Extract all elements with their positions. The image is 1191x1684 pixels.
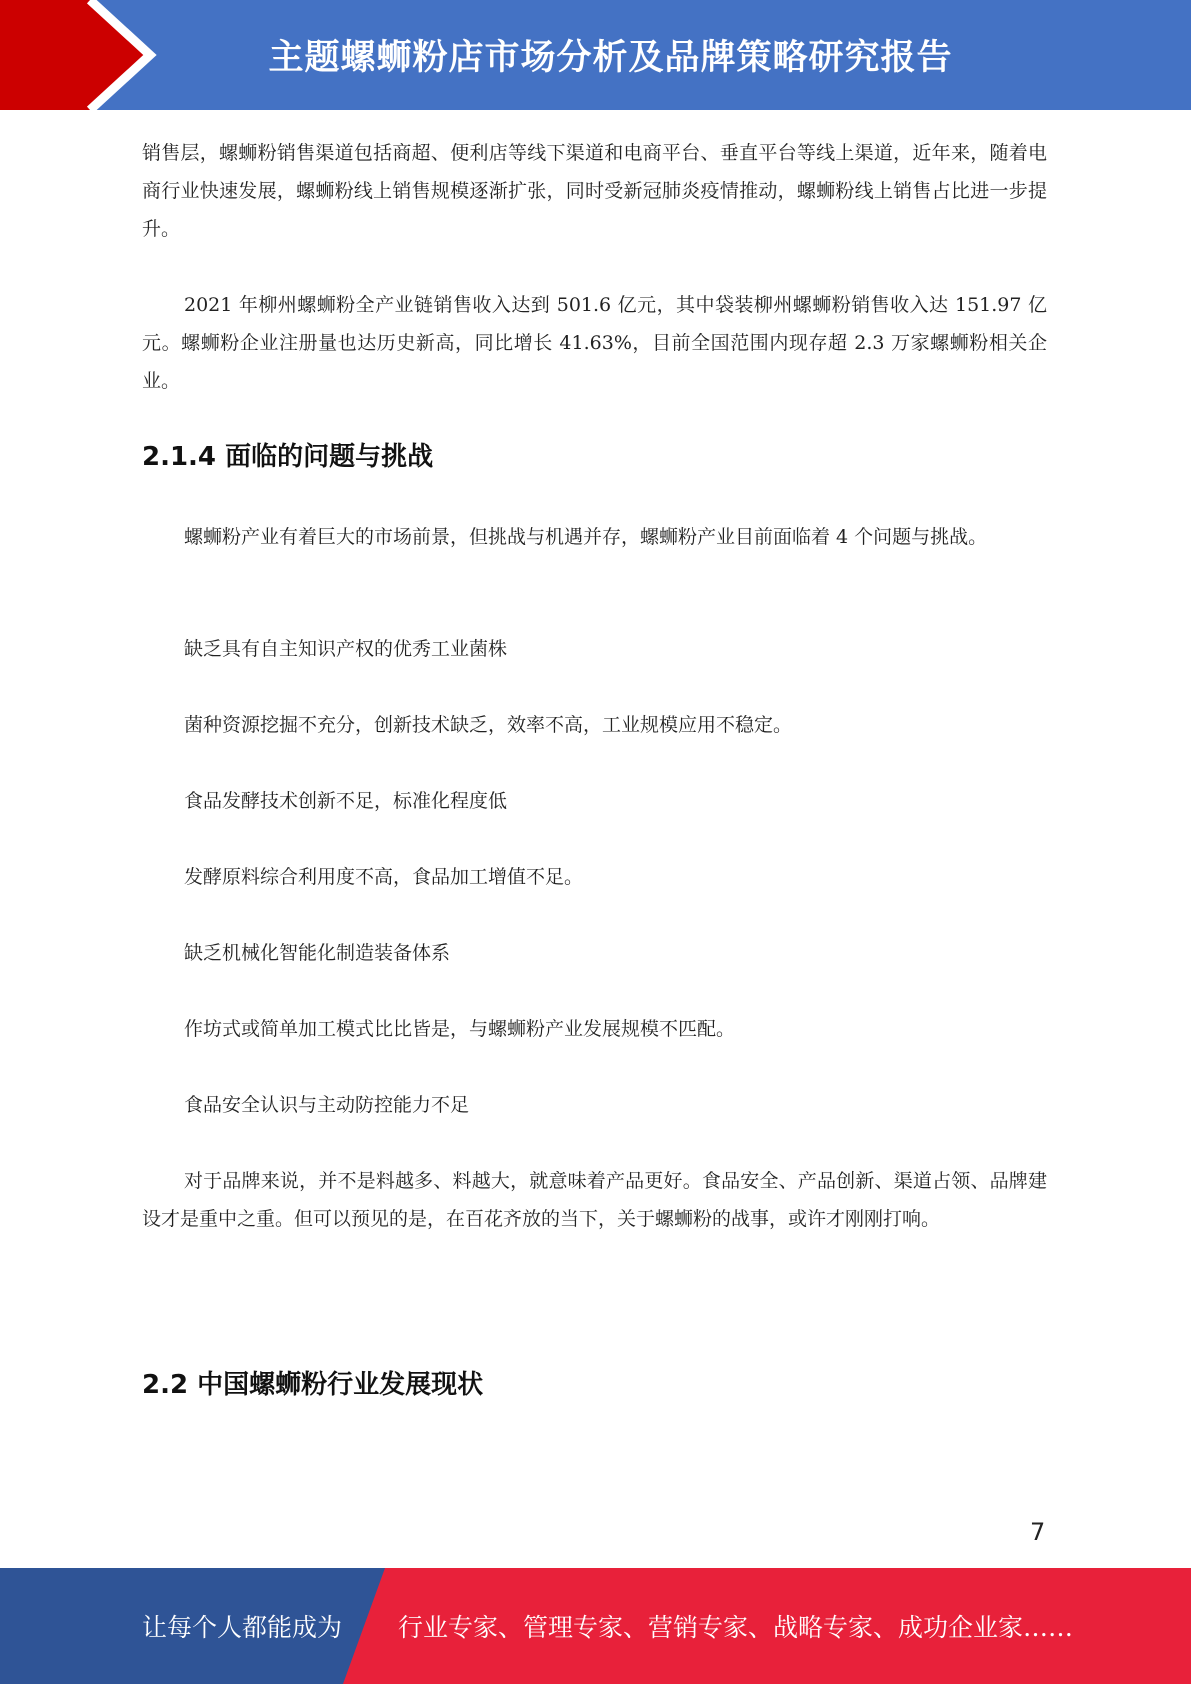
section-heading-2-2: 2.2 中国螺蛳粉行业发展现状 bbox=[142, 1370, 484, 1400]
section-heading-2-1-4: 2.1.4 面临的问题与挑战 bbox=[142, 442, 434, 472]
body-paragraph-revenue: 2021 年柳州螺蛳粉全产业链销售收入达到 501.6 亿元，其中袋装柳州螺蛳粉销售收入达 151.97 亿元。螺蛳粉企业注册量也达历史新高，同比增长 41.63%，目前全国范围内现存超 2.3 万家螺蛳粉相关企业。 bbox=[142, 294, 1047, 392]
challenge-item-4-title: 食品安全认识与主动防控能力不足 bbox=[184, 1094, 470, 1116]
footer-slogan-left: 让每个人都能成为 bbox=[142, 1613, 343, 1642]
body-paragraph-sales-channels: 销售层，螺蛳粉销售渠道包括商超、便利店等线下渠道和电商平台、垂直平台等线上渠道，近年来，随着电商行业快速发展，螺蛳粉线上销售规模逐渐扩张，同时受新冠肺炎疫情推动，螺蛳粉线上销售占比进一步提升。 bbox=[142, 142, 1047, 240]
footer-slogan-right: 行业专家、管理专家、营销专家、战略专家、成功企业家…… bbox=[398, 1613, 1074, 1642]
challenge-item-3-title: 缺乏机械化智能化制造装备体系 bbox=[184, 942, 451, 964]
page-footer bbox=[0, 1568, 1191, 1684]
page-number: 7 bbox=[1030, 1518, 1046, 1546]
header-title: 主题螺蛳粉店市场分析及品牌策略研究报告 bbox=[268, 38, 953, 78]
challenge-item-1-text: 菌种资源挖掘不充分，创新技术缺乏，效率不高，工业规模应用不稳定。 bbox=[184, 714, 793, 736]
challenge-item-1-title: 缺乏具有自主知识产权的优秀工业菌株 bbox=[184, 638, 508, 660]
challenge-item-2-title: 食品发酵技术创新不足，标准化程度低 bbox=[184, 790, 508, 812]
body-paragraph-brand-conclusion: 对于品牌来说，并不是料越多、料越大，就意味着产品更好。食品安全、产品创新、渠道占领、品牌建设才是重中之重。但可以预见的是，在百花齐放的当下，关于螺蛳粉的战事，或许才刚刚打响。 bbox=[142, 1170, 1047, 1230]
challenge-item-2-text: 发酵原料综合利用度不高，食品加工增值不足。 bbox=[184, 866, 584, 888]
body-paragraph-challenges-intro: 螺蛳粉产业有着巨大的市场前景，但挑战与机遇并存，螺蛳粉产业目前面临着 4 个问题与挑战。 bbox=[184, 526, 988, 548]
challenge-item-3-text: 作坊式或简单加工模式比比皆是，与螺蛳粉产业发展规模不匹配。 bbox=[184, 1018, 736, 1040]
page-header bbox=[0, 0, 1191, 110]
